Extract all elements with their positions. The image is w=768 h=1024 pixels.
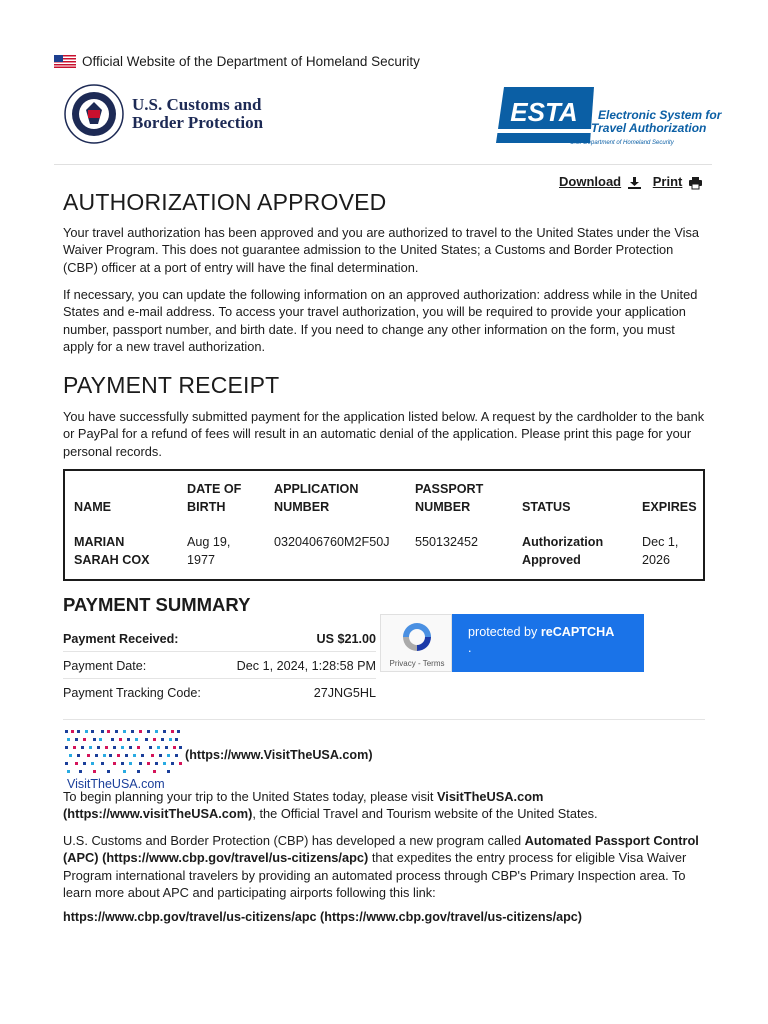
header-divider	[54, 164, 712, 165]
visit-paragraph-1	[63, 788, 705, 823]
cbp-logo[interactable]	[64, 84, 263, 144]
cell-passport-number: 550132452	[415, 535, 479, 549]
approved-paragraph-2: If necessary, you can update the following information on an approved authorization: address while in the United States and e-mail address. To access your travel authorization, you will be required to provide your application number, passport number, and birth date. If you need to change any other information on the form, you must apply for a new travel authorization.	[63, 287, 698, 355]
summary-heading: PAYMENT SUMMARY	[63, 594, 251, 615]
payment-tracking-row	[63, 680, 376, 706]
download-label[interactable]: Download	[559, 174, 622, 189]
cbp-line2: Border Protection	[132, 113, 264, 132]
visittheusa-link[interactable]: VisitTheUSA.com (https://www.visitTheUSA.com)	[63, 789, 544, 822]
table-row	[64, 522, 704, 580]
cbp-wordmark	[132, 96, 263, 132]
receipt-heading: PAYMENT RECEIPT	[63, 372, 280, 398]
cell-status: Authorization Approved	[522, 535, 604, 567]
us-flag-icon	[54, 55, 76, 68]
recaptcha-logo	[380, 614, 452, 672]
visittheusa-logo-text: VisitTheUSA.com	[67, 777, 165, 791]
recaptcha-brand: reCAPTCHA	[540, 625, 615, 639]
col-dob: DATE OF BIRTH	[187, 482, 242, 514]
receipt-table	[63, 469, 705, 581]
col-status: STATUS	[522, 499, 571, 514]
dhs-seal-icon	[64, 84, 124, 144]
col-application-number: APPLICATION NUMBER	[274, 482, 359, 514]
esta-line3: U.S. Department of Homeland Security	[570, 140, 674, 146]
recaptcha-separator: -	[415, 659, 423, 668]
print-label[interactable]: Print	[652, 174, 683, 189]
section-divider	[63, 719, 705, 720]
print-icon[interactable]	[689, 177, 702, 189]
visittheusa-logo[interactable]	[63, 726, 183, 790]
visit-p1-text-a: To begin planning your trip to the United States today, please visit	[63, 789, 437, 804]
cbp-line1: U.S. Customs and	[132, 95, 262, 114]
payment-received-row	[63, 626, 376, 652]
receipt-paragraph: You have successfully submitted payment for the application listed below. A request by the cardholder to the bank or PayPal for a refund of fees will result in an automatic denial of the application. Please print this page for your personal records.	[63, 409, 705, 459]
visittheusa-logo-link[interactable]: (https://www.VisitTheUSA.com)	[185, 748, 373, 762]
visit-p1-text-c: , the Official Travel and Tourism website of the United States.	[252, 806, 598, 822]
apc-text-a: U.S. Customs and Border Protection (CBP) has developed a new program called	[63, 833, 525, 848]
recaptcha-text	[452, 614, 644, 672]
payment-received-label: Payment Received:	[63, 631, 179, 646]
payment-tracking-value: 27JNG5HL	[313, 686, 376, 700]
recaptcha-badge[interactable]	[380, 614, 644, 672]
esta-line1: Electronic System for	[598, 108, 722, 122]
approved-heading: AUTHORIZATION APPROVED	[63, 189, 387, 215]
recaptcha-terms-link[interactable]: Terms	[422, 659, 445, 668]
cell-dob: Aug 19, 1977	[187, 535, 231, 567]
print-button[interactable]	[653, 174, 702, 189]
approved-paragraph-1: Your travel authorization has been approved and you are authorized to travel to the United States under the Visa Waiver Program. This does not guarantee admission to the United States; a Customs and Border Protection (CBP) officer at a port of entry will have the final determination.	[63, 225, 700, 275]
cell-application-number: 0320406760M2F50J	[274, 535, 390, 549]
cell-expires: Dec 1, 2026	[642, 535, 679, 567]
recaptcha-privacy-link[interactable]: Privacy	[389, 659, 416, 668]
payment-date-value: Dec 1, 2024, 1:28:58 PM	[236, 658, 376, 673]
apc-paragraph	[63, 832, 705, 902]
payment-date-label: Payment Date:	[63, 658, 147, 673]
usa-dots-graphic	[65, 730, 182, 773]
cell-name: MARIAN SARAH COX	[74, 535, 150, 567]
recaptcha-links	[381, 659, 453, 668]
table-header-row	[64, 470, 704, 522]
download-button[interactable]	[559, 174, 641, 189]
recaptcha-dot: .	[468, 641, 472, 655]
col-name: NAME	[74, 499, 112, 514]
esta-wordmark: ESTA	[510, 97, 578, 127]
recaptcha-icon	[381, 615, 453, 661]
payment-tracking-label: Payment Tracking Code:	[63, 686, 201, 700]
esta-line2: Travel Authorization	[591, 121, 707, 135]
payment-received-value: US $21.00	[316, 631, 376, 646]
col-expires: EXPIRES	[642, 499, 697, 514]
apc-text-c: that expedites the entry process for eligible Visa Waiver Program international travelers by providing an automated process through CBP's Primary Inspection area. To learn more about APC and participating airports following this link:	[63, 850, 687, 901]
download-icon[interactable]	[628, 177, 641, 189]
recaptcha-prefix: protected by	[468, 625, 541, 639]
payment-date-row	[63, 653, 376, 679]
official-banner	[54, 52, 420, 70]
col-passport-number: PASSPORT NUMBER	[415, 482, 484, 514]
apc-link[interactable]: Automated Passport Control (APC) (https://www.cbp.gov/travel/us-citizens/apc)	[63, 833, 699, 866]
apc-url-link[interactable]: https://www.cbp.gov/travel/us-citizens/apc (https://www.cbp.gov/travel/us-citizens/apc)	[63, 910, 582, 924]
esta-logo[interactable]	[494, 85, 722, 147]
toolbar	[559, 174, 702, 189]
banner-text: Official Website of the Department of Homeland Security	[82, 53, 420, 69]
